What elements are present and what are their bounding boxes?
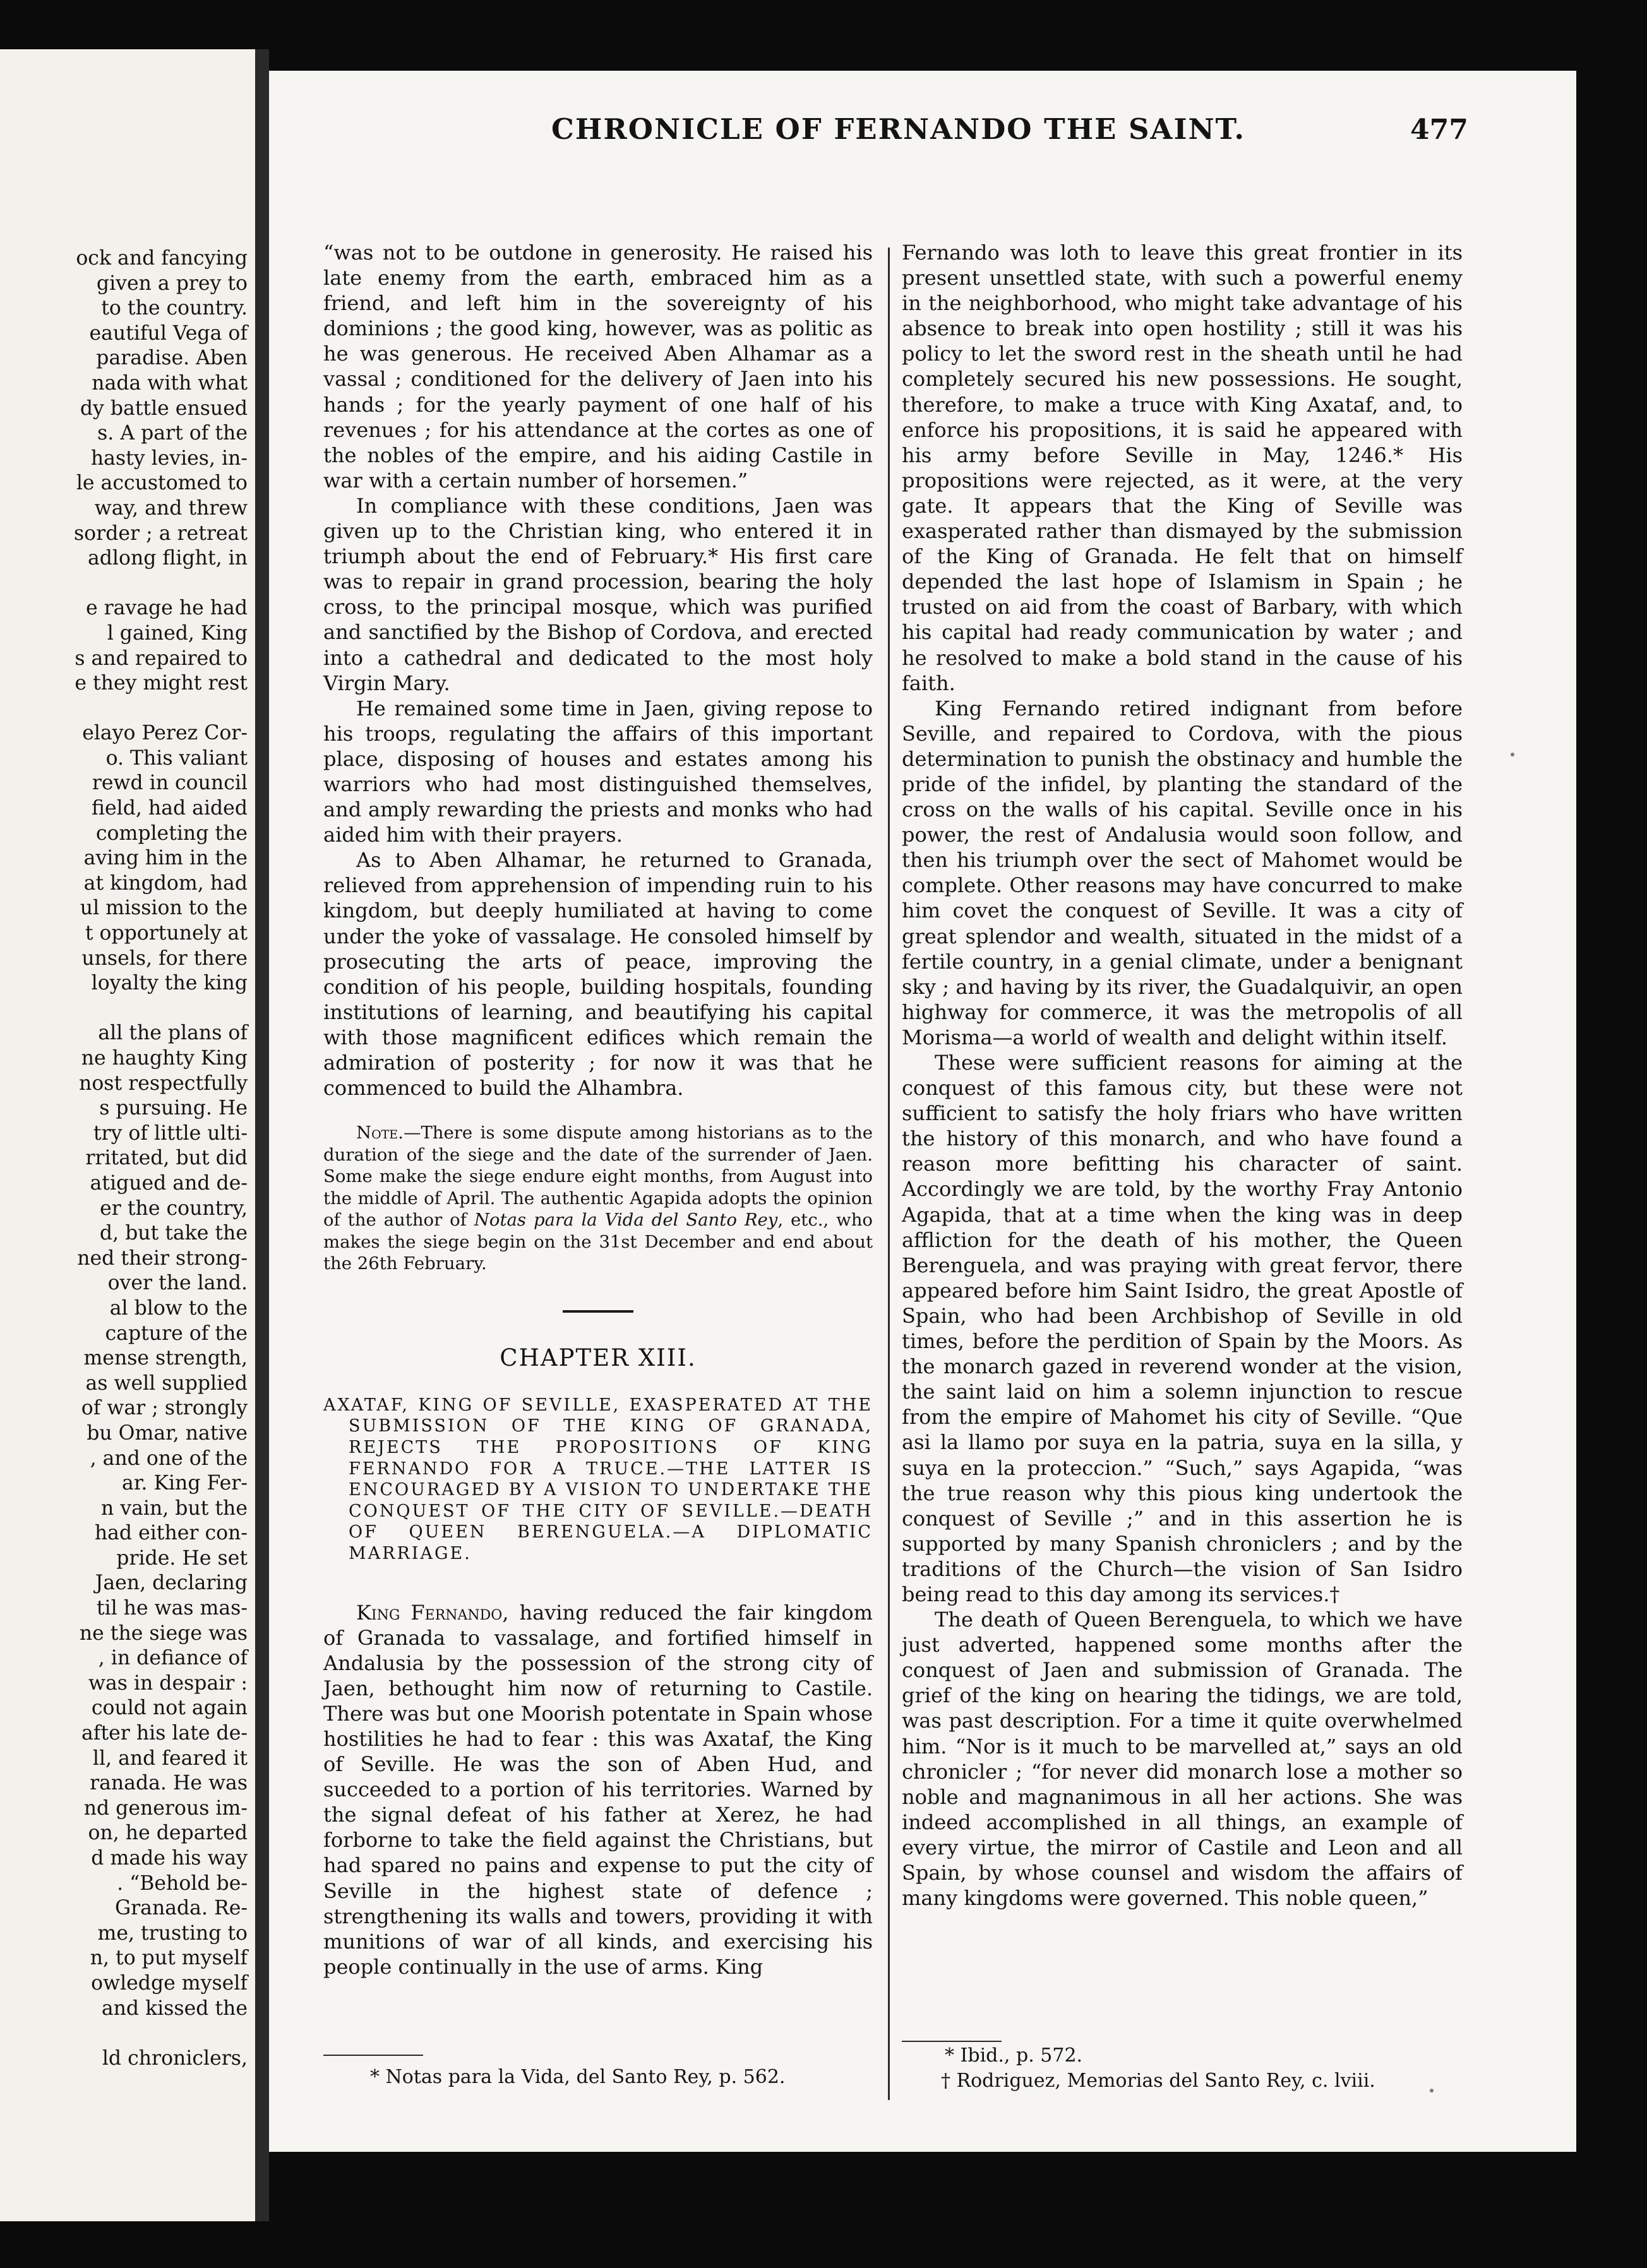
paragraph: Fernando was loth to leave this great frontier in its present unsettled state, with such a powerful enemy in the neighborhood, who might take advantage of his absence to break into open hostility ; still it was his policy to let the sword rest in the sheath until he had completely secured his new possessions. He sought, therefore, to make a truce with King Axataf, and, to enforce his propositions, it is said he appeared with his army before Seville in May, 1246.* His propositions were rejected, as it were, at the very gate. It appears that the King of Seville was exasperated rather than dismayed by the submission of the King of Granada. He felt that on himself depended the last hope of Islamism in Spain ; he trusted on aid from the coast of Barbary, with which his capital had ready communication by water ; and he resolved to make a bold stand in the cause of his faith. bbox=[902, 241, 1463, 695]
facing-page-line: ne haughty King bbox=[81, 1047, 248, 1070]
facing-page-line: Granada. Re- bbox=[114, 1897, 248, 1920]
facing-page-line: s. A part of the bbox=[97, 422, 248, 445]
facing-page-line: eautiful Vega of bbox=[89, 321, 248, 345]
paper-speck bbox=[1511, 753, 1514, 756]
note-text: —There is some dispute among historians as to the duration of the siege and the date of the surrender of Jaen. Some make the siege endure eight months, from August into the middle of April. The authentic Agapida adopts the opinion of the author of bbox=[323, 1123, 873, 1231]
facing-page-line: til he was mas- bbox=[96, 1597, 248, 1620]
paragraph: These were sufficient reasons for aiming at the conquest of this famous city, but these were not sufficient to satisfy the holy friars who have written the history of this monarch, and who have found a reason more befitting his character of saint. Accordingly we are told, by the worthy Fray Antonio Agapida, that at a time when the king was in deep affliction for the death of his mother, the Queen Berenguela, and was praying with great fervor, there appeared before him Saint Isidro, the great Apostle of Spain, who had been Archbishop of Seville in old times, before the perdition of Spain by the Moors. As the monarch gazed in reverend wonder at the vision, the saint laid on him a solemn injunction to rescue from the empire of Mahomet his city of Seville. “Que asi la llamo por suya en la patria, suya en la silla, y suya en la proteccion.” “Such,” says Agapida, “was the true reason why this pious king undertook the conquest of Seville ;” and in this assertion he is supported by many Spanish chroniclers ; and by the traditions of the Church—the vision of San Isidro being read to this day among its services.† bbox=[902, 1051, 1463, 1606]
facing-page-text bbox=[0, 246, 248, 2071]
facing-page-line: . “Behold be- bbox=[117, 1871, 248, 1895]
facing-page-line: , in defiance of bbox=[98, 1647, 248, 1670]
facing-page-line: owledge myself bbox=[91, 1971, 248, 1995]
facing-page-line: ne the siege was bbox=[79, 1621, 248, 1645]
facing-page-line: n, to put myself bbox=[90, 1947, 248, 1970]
facing-page-line: as well supplied bbox=[85, 1371, 248, 1395]
facing-page-line: and kissed the bbox=[101, 1996, 248, 2020]
paragraph-lead: King Fernando, bbox=[356, 1600, 509, 1625]
facing-page-line: ll, and feared it bbox=[92, 1746, 248, 1770]
chapter-title: CHAPTER XIII. bbox=[500, 1344, 697, 1371]
facing-page-line: at kingdom, had bbox=[83, 871, 248, 895]
facing-page-line: nada with what bbox=[92, 371, 248, 395]
note-paragraph bbox=[323, 1122, 873, 1275]
facing-page-line: loyalty the king bbox=[91, 972, 248, 995]
note-label: Note. bbox=[356, 1123, 404, 1143]
facing-page-line: ock and fancying bbox=[76, 247, 248, 270]
facing-page-line: adlong flight, in bbox=[87, 547, 248, 570]
facing-page-line: s and repaired to bbox=[75, 647, 248, 670]
facing-page-line: over the land. bbox=[107, 1272, 248, 1295]
facing-page-line: capture of the bbox=[105, 1322, 248, 1345]
facing-page-fragment bbox=[0, 49, 255, 2221]
facing-page-line: s pursuing. He bbox=[99, 1097, 248, 1120]
facing-page-line: d made his way bbox=[91, 1847, 248, 1870]
facing-page-line: elayo Perez Cor- bbox=[82, 722, 248, 745]
paragraph-gap bbox=[0, 996, 248, 1022]
paragraph: As to Aben Alhamar, he returned to Granada, relieved from apprehension of impending ruin to his kingdom, but deeply humiliated at having to come under the yoke of vassalage. He consoled himself by prosecuting the arts of peace, improving the condition of his people, building hospitals, founding institutions of learning, and beautifying his capital with those magnificent edifices which remain the admiration of posterity ; for now it was that he commenced to build the Alhambra. bbox=[323, 848, 873, 1101]
facing-page-line: to the country. bbox=[101, 297, 248, 320]
facing-page-line: er the country, bbox=[100, 1197, 248, 1220]
note-title-italic: Notas para la Vida del Santo Rey bbox=[474, 1210, 778, 1231]
facing-page-line: after his late de- bbox=[81, 1722, 248, 1745]
facing-page-line: sorder ; a retreat bbox=[74, 522, 248, 545]
facing-page-line: n vain, but the bbox=[101, 1496, 248, 1520]
facing-page-line: al blow to the bbox=[109, 1296, 248, 1320]
facing-page-line: pride. He set bbox=[116, 1546, 248, 1570]
facing-page-line: all the plans of bbox=[98, 1022, 248, 1045]
facing-page-line: ranada. He was bbox=[90, 1772, 248, 1795]
footnote: * Ibid., p. 572. bbox=[945, 2044, 1083, 2067]
facing-page-line: hasty levies, in- bbox=[90, 446, 248, 470]
paragraph bbox=[323, 1600, 873, 1979]
facing-page-line: Jaen, declaring bbox=[95, 1572, 248, 1595]
facing-page-line: l gained, King bbox=[107, 621, 248, 645]
section-rule bbox=[563, 1310, 633, 1313]
facing-page-line: d, but take the bbox=[99, 1222, 248, 1245]
facing-page-line: field, had aided bbox=[92, 797, 248, 820]
facing-page-line: mense strength, bbox=[83, 1347, 248, 1370]
facing-page-line: nost respectfully bbox=[79, 1071, 248, 1095]
facing-page-line: completing the bbox=[95, 821, 248, 845]
facing-page-line: paradise. Aben bbox=[96, 347, 248, 370]
facing-page-line: le accustomed to bbox=[76, 472, 248, 495]
paragraph-gap bbox=[0, 571, 248, 597]
facing-page-line: rritated, but did bbox=[85, 1147, 248, 1170]
facing-page-line: ul mission to the bbox=[80, 897, 248, 920]
paragraph-gap bbox=[0, 2021, 248, 2046]
facing-page-line: given a prey to bbox=[96, 272, 248, 295]
paragraph: He remained some time in Jaen, giving repose to his troops, regulating the affairs of this important place, disposing of houses and estates among his warriors who had most distinguished themselves, and amply rewarding the priests and monks who had aided him with their prayers. bbox=[323, 696, 873, 847]
facing-page-line: ld chroniclers, bbox=[102, 2046, 248, 2070]
facing-page-line: try of little ulti- bbox=[93, 1121, 248, 1145]
paragraph-gap bbox=[0, 696, 248, 722]
text-column-left bbox=[323, 240, 873, 1979]
facing-page-line: atigued and de- bbox=[90, 1171, 248, 1195]
facing-page-line: was in despair : bbox=[88, 1671, 248, 1695]
column-divider bbox=[888, 248, 890, 2100]
facing-page-line: , and one of the bbox=[90, 1447, 248, 1470]
facing-page-line: nd generous im- bbox=[83, 1796, 248, 1820]
facing-page-line: e ravage he had bbox=[85, 597, 248, 620]
facing-page-line: e they might rest bbox=[75, 672, 248, 695]
facing-page-line: way, and threw bbox=[94, 496, 248, 520]
footnote: † Rodriguez, Memorias del Santo Rey, c. lviii. bbox=[941, 2070, 1375, 2092]
paragraph: The death of Queen Berenguela, to which we have just adverted, happened some months after the conquest of Jaen and submission of Granada. The grief of the king on hearing the tidings, we are told, was past description. For a time it quite overwhelmed him. “Nor is it much to be marvelled at,” says an old chronicler ; “for never did monarch lose a mother so noble and magnanimous in all her actions. She was indeed accomplished in all things, an example of every virtue, the mirror of Castile and Leon and all Spain, by whose counsel and wisdom the affairs of many kingdoms were governed. This noble queen,” bbox=[902, 1608, 1463, 1911]
footnote-rule bbox=[323, 2055, 423, 2056]
text-column-right bbox=[902, 240, 1463, 1911]
facing-page-line: unsels, for there bbox=[81, 946, 248, 970]
facing-page-line: could not again bbox=[91, 1697, 248, 1720]
footnote-rule bbox=[902, 2041, 1002, 2042]
facing-page-line: t opportunely at bbox=[85, 922, 248, 945]
paragraph: “was not to be outdone in generosity. He raised his late enemy from the earth, embraced him as a friend, and left him in the sovereignty of his dominions ; the good king, however, was as politic as he was generous. He received Aben Alhamar as a vassal ; conditioned for the delivery of Jaen into his hands ; for the yearly payment of one half of his revenues ; for his attendance at the cortes as one of the nobles of the empire, and his aiding Castile in war with a certain number of horsemen.” bbox=[323, 241, 873, 492]
facing-page-line: me, trusting to bbox=[97, 1921, 248, 1945]
facing-page-line: aving him in the bbox=[83, 847, 248, 870]
paragraph: King Fernando retired indignant from before Seville, and repaired to Cordova, with the pious determination to punish the obstinacy and humble the pride of the infidel, by planting the standard of the cross on the walls of his capital. Seville once in his power, the rest of Andalusia would soon follow, and then his triumph over the sect of Mahomet would be complete. Other reasons may have concurred to make him covet the conquest of Seville. It was a city of great splendor and wealth, situated in the midst of a fertile country, in a genial climate, under a benignant sky ; and having by its river, the Guadalquivir, an open highway for commerce, it was the metropolis of all Morisma—a world of wealth and delight within itself. bbox=[902, 696, 1463, 1049]
chapter-summary: AXATAF, KING OF SEVILLE, EXASPERATED AT THE SUBMISSION OF THE KING OF GRANADA, REJECTS THE PROPOSITIONS OF KING FERNANDO FOR A TRUCE.—THE LATTER IS ENCOURAGED BY A VISION TO UNDERTAKE THE CONQUEST OF THE CITY OF SEVILLE.—DEATH OF QUEEN BERENGUELA.—A DIPLOMATIC MARRIAGE. bbox=[323, 1395, 873, 1563]
running-head: CHRONICLE OF FERNANDO THE SAINT. bbox=[551, 112, 1245, 146]
facing-page-line: dy battle ensued bbox=[80, 397, 248, 420]
facing-page-line: on, he departed bbox=[88, 1822, 248, 1845]
page-number: 477 bbox=[1410, 114, 1468, 146]
facing-page-line: o. This valiant bbox=[105, 746, 248, 770]
paragraph: In compliance with these conditions, Jaen was given up to the Christian king, who entered it in triumph about the end of February.* His first care was to repair in grand procession, bearing the holy cross, to the principal mosque, which was purified and sanctified by the Bishop of Cordova, and erected into a cathedral and dedicated to the most holy Virgin Mary. bbox=[323, 493, 873, 695]
facing-page-line: of war ; strongly bbox=[81, 1397, 248, 1420]
book-gutter bbox=[255, 49, 269, 2221]
facing-page-line: bu Omar, native bbox=[87, 1421, 248, 1445]
note-text-end: , etc., who makes the siege begin on the 31st December and end about the 26th February. bbox=[323, 1210, 873, 1274]
facing-page-line: had either con- bbox=[94, 1522, 248, 1545]
paper-speck bbox=[1430, 2089, 1434, 2092]
facing-page-line: ar. King Fer- bbox=[122, 1472, 248, 1495]
facing-page-line: rewd in council bbox=[92, 772, 248, 795]
footnote: * Notas para la Vida, del Santo Rey, p. 562. bbox=[370, 2066, 786, 2088]
paragraph-body: having reduced the fair kingdom of Granada to vassalage, and fortified himself in Andalusia by the possession of the strong city of Jaen, bethought him now of returning to Castile. There was but one Moorish potentate in Spain whose hostilities he had to fear : this was Axataf, the King of Seville. He was the son of Aben Hud, and succeeded to a portion of his territories. Warned by the signal defeat of his father at Xerez, he had forborne to take the field against the Christians, but had spared no pains and expense to put the city of Seville in the highest state of defence ; strengthening its walls and towers, providing it with munitions of war of all kinds, and exercising his people continually in the use of arms. King bbox=[323, 1600, 873, 1979]
facing-page-line: ned their strong- bbox=[77, 1246, 248, 1270]
